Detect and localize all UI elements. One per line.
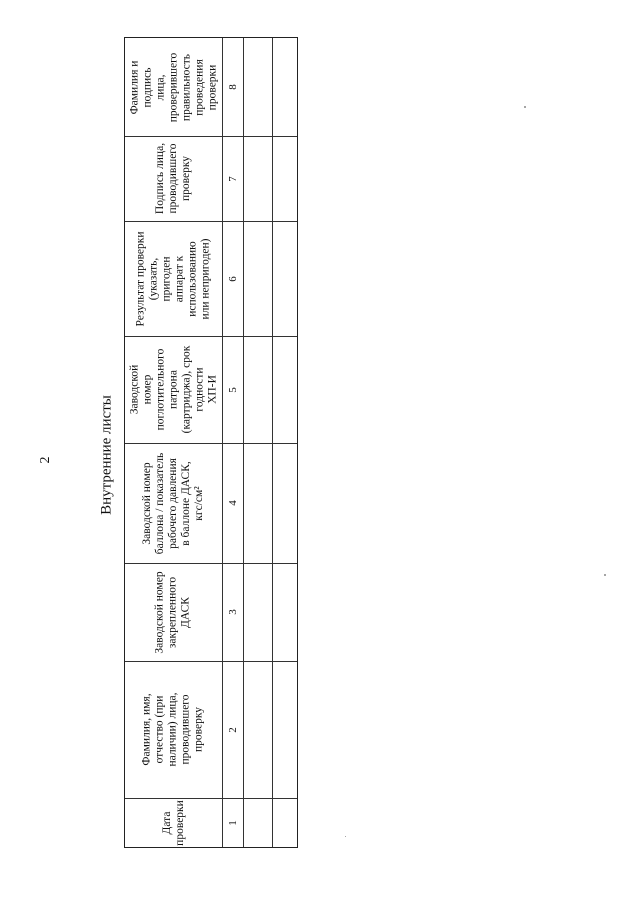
header-inspector-name-text: Фамилия, имя, отчество (при наличии) лица, проводившего проверку <box>140 692 205 767</box>
header-result <box>125 221 222 336</box>
column-number-1: 1 <box>226 820 239 826</box>
column-number-6: 6 <box>226 275 239 282</box>
header-cylinder-pressure-text: Заводской номер баллона / показатель рабочего давления в баллоне ДАСК, кгс/см² <box>141 452 205 554</box>
header-dask-number <box>125 563 222 661</box>
page-number: 2 <box>38 456 53 464</box>
scan-speck <box>604 574 606 576</box>
header-date-text: Дата проверки <box>160 800 186 846</box>
column-number-5: 5 <box>226 386 239 393</box>
header-dask-number-text: Заводской номер закрепленного ДАСК <box>153 570 192 654</box>
column-number-3: 3 <box>226 609 239 615</box>
column-number-2: 2 <box>226 726 239 733</box>
header-inspector-name <box>125 661 222 798</box>
header-cylinder-pressure <box>125 443 222 563</box>
header-inspector-signature <box>125 136 222 221</box>
header-verifier <box>125 38 222 136</box>
scan-speck <box>345 836 346 837</box>
table-row <box>272 38 298 848</box>
column-number-8: 8 <box>226 84 239 90</box>
header-result-text: Результат проверки (указать, пригоден аппарат к использованию или непригоден) <box>134 230 212 327</box>
scan-speck <box>524 106 526 108</box>
table-row <box>243 38 272 848</box>
header-verifier-text: Фамилия и подпись лица, проверившего правильность проведения проверки <box>127 52 218 122</box>
header-inspector-signature-text: Подпись лица, проводившего проверку <box>153 142 192 215</box>
sheet-title: Внутренние листы <box>98 395 115 515</box>
inspection-table <box>124 37 298 848</box>
header-cartridge-text: Заводской номер поглотительного патрона (картриджа), срок годности ХП-И <box>128 345 218 434</box>
column-number-4: 4 <box>226 500 239 506</box>
column-number-7: 7 <box>226 175 239 182</box>
header-date <box>125 798 222 848</box>
header-cartridge <box>125 336 222 443</box>
